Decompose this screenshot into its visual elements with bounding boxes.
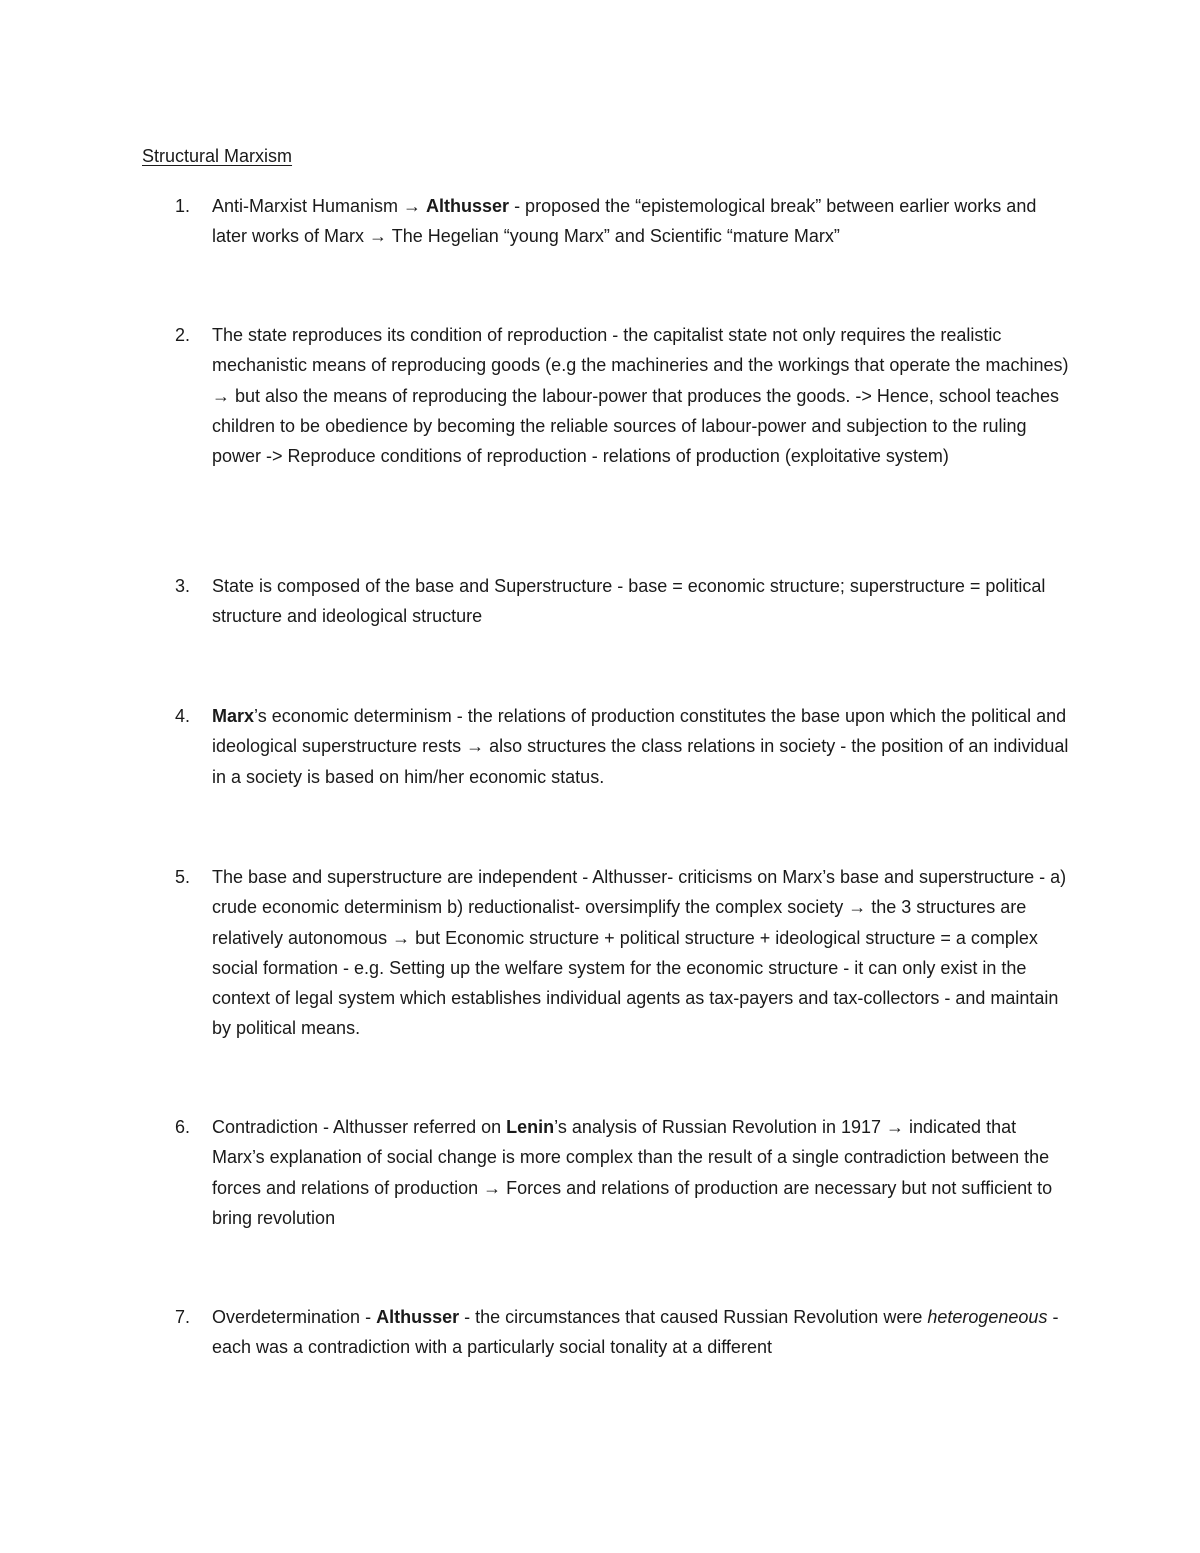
list-item xyxy=(142,571,1072,632)
list-item xyxy=(142,1302,1072,1363)
list-item-text: Marx’s economic determinism - the relations of production constitutes the base upon which the political and ideological superstructure rests → also structures the class relations in society - the position of an individual in a society is based on him/her economic status. xyxy=(212,706,1069,787)
list-item-number: 6. xyxy=(175,1117,191,1137)
list-item-text: Anti-Marxist Humanism → Althusser - proposed the “epistemological break” between earlier works and later works of Marx → The Hegelian “young Marx” and Scientific “mature Marx” xyxy=(212,196,1037,247)
list-item-text: State is composed of the base and Superstructure - base = economic structure; superstructure = political structure and ideological structure xyxy=(212,576,1046,627)
list-item xyxy=(142,320,1072,471)
list-item-text: Overdetermination - Althusser - the circumstances that caused Russian Revolution were heterogeneous - each was a contradiction with a particularly social tonality at a different xyxy=(212,1307,1059,1358)
list-item-text: The state reproduces its condition of reproduction - the capitalist state not only requires the realistic mechanistic means of reproducing goods (e.g the machineries and the workings that operate the machines) → but also the means of reproducing the labour-power that produces the goods. -> Hence, school teaches children to be obedience by becoming the reliable sources of labour-power and subjection to the ruling power -> Reproduce conditions of reproduction - relations of production (exploitative system) xyxy=(212,325,1069,467)
list-item xyxy=(142,1112,1072,1233)
list-item-number: 3. xyxy=(175,576,191,596)
list-item-number: 5. xyxy=(175,867,191,887)
list-item-number: 4. xyxy=(175,706,191,726)
list-item-number: 7. xyxy=(175,1307,191,1327)
list-item xyxy=(142,701,1072,792)
list-item-text: The base and superstructure are independent - Althusser- criticisms on Marx’s base and superstructure - a) crude economic determinism b) reductionalist- oversimplify the complex society → the 3 structures are relatively autonomous → but Economic structure + political structure + ideological structure = a complex social formation - e.g. Setting up the welfare system for the economic structure - it can only exist in the context of legal system which establishes individual agents as tax-payers and tax-collectors - and maintain by political means. xyxy=(212,867,1067,1039)
list-item-number: 1. xyxy=(175,196,191,216)
list-item-number: 2. xyxy=(175,325,191,345)
list-item-text: Contradiction - Althusser referred on Lenin’s analysis of Russian Revolution in 1917 → indicated that Marx’s explanation of social change is more complex than the result of a single contradiction between the forces and relations of production → Forces and relations of production are necessary but not sufficient to bring revolution xyxy=(212,1117,1053,1228)
list-item xyxy=(142,862,1072,1044)
list-item xyxy=(142,191,1072,252)
document-title: Structural Marxism xyxy=(142,146,293,166)
